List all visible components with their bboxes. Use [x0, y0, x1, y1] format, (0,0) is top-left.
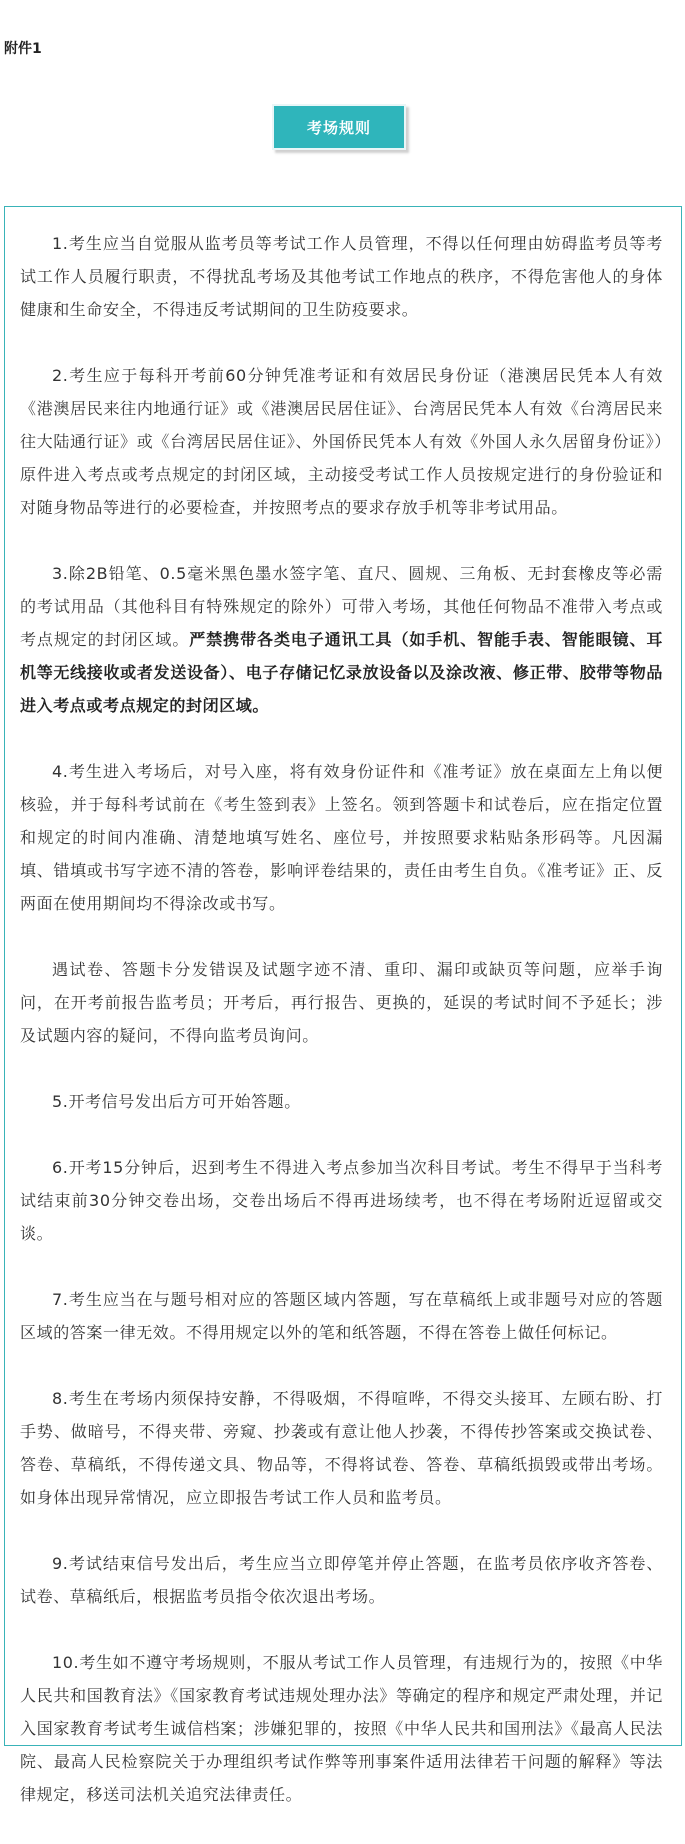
rule-paragraph-3: 3.除2B铅笔、0.5毫米黑色墨水签字笔、直尺、圆规、三角板、无封套橡皮等必需的考试用品（其他科目有特殊规定的除外）可带入考场，其他任何物品不准带入考点或考点规定的封闭区域。严禁携带各类电子通讯工具（如手机、智能手表、智能眼镜、耳机等无线接收或者发送设备）、电子存储记忆录放设备以及涂改液、修正带、胶带等物品进入考点或考点规定的封闭区域。: [20, 564, 663, 715]
rules-list: [20, 227, 663, 1844]
rule-paragraph-4-supplement: 遇试卷、答题卡分发错误及试题字迹不清、重印、漏印或缺页等问题，应举手询问，在开考前报告监考员；开考后，再行报告、更换的，延误的考试时间不予延长；涉及试题内容的疑问，不得向监考员询问。: [20, 960, 663, 1045]
rule-paragraph-7: 7.考生应当在与题号相对应的答题区域内答题，写在草稿纸上或非题号对应的答题区域的答案一律无效。不得用规定以外的笔和纸答题，不得在答卷上做任何标记。: [20, 1290, 663, 1342]
attachment-label: 附件1: [4, 41, 42, 57]
rule-paragraph-4: 4.考生进入考场后，对号入座，将有效身份证件和《准考证》放在桌面左上角以便核验，并于每科考试前在《考生签到表》上签名。领到答题卡和试卷后，应在指定位置和规定的时间内准确、清楚地填写姓名、座位号，并按照要求粘贴条形码等。凡因漏填、错填或书写字迹不清的答卷，影响评卷结果的，责任由考生自负。《准考证》正、反两面在使用期间均不得涂改或书写。: [20, 762, 663, 913]
rule-paragraph-6: 6.开考15分钟后，迟到考生不得进入考点参加当次科目考试。考生不得早于当科考试结束前30分钟交卷出场，交卷出场后不得再进场续考，也不得在考场附近逗留或交谈。: [20, 1158, 663, 1243]
rule-paragraph-1: 1.考生应当自觉服从监考员等考试工作人员管理，不得以任何理由妨碍监考员等考试工作人员履行职责，不得扰乱考场及其他考试工作地点的秩序，不得危害他人的身体健康和生命安全，不得违反考试期间的卫生防疫要求。: [20, 234, 663, 319]
rule-paragraph-2: 2.考生应于每科开考前60分钟凭准考证和有效居民身份证（港澳居民凭本人有效《港澳居民来往内地通行证》或《港澳居民居住证》、台湾居民凭本人有效《台湾居民来往大陆通行证》或《台湾居民居住证》、外国侨民凭本人有效《外国人永久居留身份证》）原件进入考点或考点规定的封闭区域，主动接受考试工作人员按规定进行的身份验证和对随身物品等进行的必要检查，并按照考点的要求存放手机等非考试用品。: [20, 366, 663, 517]
title-banner: [272, 104, 406, 150]
rule-paragraph-8: 8.考生在考场内须保持安静，不得吸烟，不得喧哗，不得交头接耳、左顾右盼、打手势、做暗号，不得夹带、旁窥、抄袭或有意让他人抄袭，不得传抄答案或交换试卷、答卷、草稿纸，不得传递文具、物品等，不得将试卷、答卷、草稿纸损毁或带出考场。如身体出现异常情况，应立即报告考试工作人员和监考员。: [20, 1389, 663, 1507]
rule-paragraph-10: 10.考生如不遵守考场规则，不服从考试工作人员管理，有违规行为的，按照《中华人民共和国教育法》《国家教育考试违规处理办法》等确定的程序和规定严肃处理，并记入国家教育考试考生诚信档案；涉嫌犯罪的，按照《中华人民共和国刑法》《最高人民法院、最高人民检察院关于办理组织考试作弊等刑事案件适用法律若干问题的解释》等法律规定，移送司法机关追究法律责任。: [20, 1653, 663, 1804]
rule-paragraph-5: 5.开考信号发出后方可开始答题。: [52, 1092, 301, 1111]
rule-paragraph-3-emphasis: 严禁携带各类电子通讯工具（如手机、智能手表、智能眼镜、耳机等无线接收或者发送设备）、电子存储记忆录放设备以及涂改液、修正带、胶带等物品进入考点或考点规定的封闭区域。: [20, 630, 663, 715]
page-title: 考场规则: [272, 104, 406, 150]
rule-paragraph-9: 9.考试结束信号发出后，考生应当立即停笔并停止答题，在监考员依序收齐答卷、试卷、草稿纸后，根据监考员指令依次退出考场。: [20, 1554, 663, 1606]
